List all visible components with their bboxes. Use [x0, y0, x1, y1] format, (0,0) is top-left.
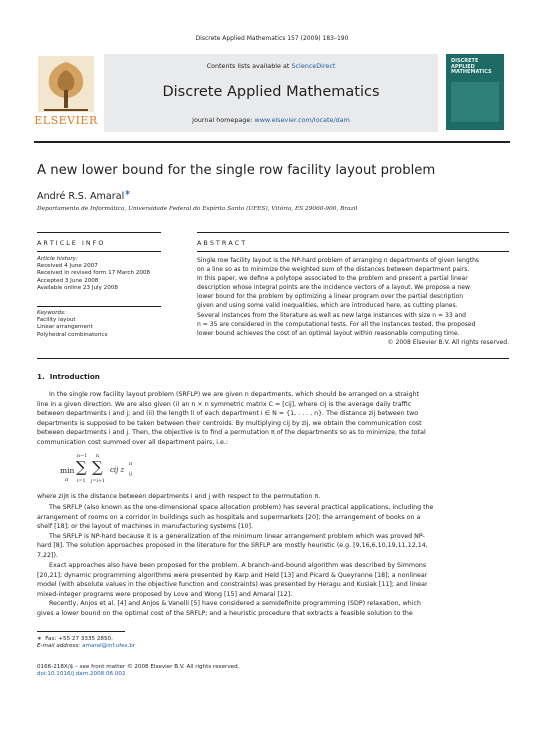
history-label: Article history:: [37, 256, 78, 262]
section-heading-introduction: 1. Introduction: [37, 372, 100, 381]
intro-where-line: where zijπ is the distance between departments i and j with respect to the permutation π.: [37, 493, 321, 500]
formula-sum2-bottom: j=i+1: [91, 479, 106, 484]
keyword-item: Polyhedral combinatorics: [37, 331, 108, 338]
abstract-line: given and using some valid inequalities, which are introduced here, as cutting planes.: [197, 302, 458, 310]
journal-header-box: [104, 54, 438, 132]
intro-line: between departments i and j; and (ii) the length li of each department i ∈ N = {1, . . . , n}. The distance zij between two: [37, 410, 419, 418]
abstract-text: [197, 256, 509, 347]
formula-sum2-top: n: [96, 454, 100, 459]
intro-line: Recently, Anjos et al. [4] and Anjos & Vanelli [5] have considered a semidefinite programming (SDP) relaxation, which: [49, 600, 421, 608]
abstract-top-rule: [197, 232, 509, 233]
intro-line: [20,21]; dynamic programming algorithms were presented by Karp and Held [13] and Picard & Queyranne [18]; a nonlinear: [37, 571, 428, 579]
author-footnote-mark[interactable]: ∗: [124, 188, 131, 197]
formula-sum1-bottom: i=1: [77, 479, 86, 484]
affiliation: Departamento de Informática, Universidade Federal do Espírito Santo (UFES), Vitória, ES 29060-900, Brazil: [37, 206, 358, 212]
email-label: E-mail address:: [37, 643, 83, 650]
issn-line: 0166-218X/$ – see front matter © 2008 Elsevier B.V. All rights reserved.: [37, 664, 240, 670]
intro-line: between departments i and j. Then, the objective is to find a permutation π of the departments so as to minimize, the total: [37, 429, 426, 437]
cover-title-line: DISCRETE: [451, 58, 479, 64]
footnote-rule: [37, 631, 125, 632]
keyword-item: Linear arrangement: [37, 324, 93, 331]
abstract-line: In this paper, we define a polytope associated to the problem and present a partial linear: [197, 275, 468, 283]
abstract-line: on a line so as to minimize the weighted sum of the distances between department pairs.: [197, 266, 470, 274]
cover-title-line: MATHEMATICS: [451, 69, 492, 76]
publication-info: [37, 664, 357, 678]
journal-cover: [446, 54, 504, 130]
intro-line: communication cost summed over all department pairs, i.e.:: [37, 438, 229, 446]
intro-paragraph-2: [37, 503, 509, 560]
formula-term: cij z: [110, 466, 125, 474]
abstract-line: lower bound for the problem by optimizing a linear program over the partial description: [197, 293, 464, 301]
fax-footnote: ∗ Fax: +55 27 3335 2850.: [37, 636, 113, 642]
article-info-top-rule: [37, 232, 161, 233]
header-rule: [34, 141, 510, 143]
intro-line: The SRFLP is NP-hard because it is a generalization of the minimum linear arrangement problem which was proved NP-: [49, 532, 425, 540]
email-footnote: [37, 643, 337, 650]
article-info-heading-rule: [37, 251, 161, 252]
objective-formula: [60, 452, 220, 492]
formula-term-sub: ij: [129, 472, 133, 477]
elsevier-wordmark: ELSEVIER: [34, 114, 98, 127]
intro-line: Exact approaches also have been proposed for the problem. A branch-and-bound algorithm was described by Simmons: [49, 562, 427, 569]
contents-prefix: Contents lists available at: [206, 62, 292, 70]
abstract-line: Single row facility layout is the NP-hard problem of arranging n departments of given lengths: [197, 257, 480, 264]
intro-line: 7,22]).: [37, 551, 58, 559]
intro-line: shelf [18]; or the layout of machines in manufacturing systems [10].: [37, 523, 254, 531]
intro-line: The SRFLP (also known as the one-dimensional space allocation problem) has several practical applications, including the: [49, 504, 434, 511]
formula-min: min: [60, 466, 75, 475]
abstract-heading: A B S T R A C T: [197, 239, 246, 247]
history-rule: [37, 306, 161, 307]
abstract-line: lower bound achieves the cost of an optimal layout within reasonable computing time.: [197, 329, 460, 337]
intro-paragraph-1: [37, 390, 509, 447]
abstract-line: Several instances from the literature as well as new large instances with size n = 33 and: [197, 311, 467, 319]
formula-term-sup: π: [129, 462, 133, 467]
journal-homepage-link[interactable]: www.elsevier.com/locate/dam: [254, 116, 350, 124]
intro-line: model (with absolute values in the objective function and constraints) was presented by Heragu and Kusiak [11]; and linear: [37, 581, 428, 589]
footnotes: [37, 636, 337, 650]
journal-title: Discrete Applied Mathematics: [162, 84, 380, 100]
elsevier-logo: [34, 54, 98, 128]
history-item: Received 4 June 2007: [37, 263, 98, 270]
elsevier-tree-icon: [34, 54, 98, 114]
keywords-block: [37, 310, 167, 339]
keywords-label: Keywords:: [37, 310, 66, 316]
formula-min-sub: π: [65, 477, 69, 483]
doi-link[interactable]: doi:10.1016/j.dam.2008.06.002: [37, 671, 126, 678]
abstract-line: description whose integral points are the incidence vectors of a layout. We propose a new: [197, 284, 470, 292]
formula-sum1: ∑: [76, 458, 87, 476]
keyword-item: Facility layout: [37, 317, 76, 324]
intro-paragraph-3: [37, 561, 509, 618]
intro-line: mixed-integer programs were proposed by Love and Wong [15] and Amaral [12].: [37, 590, 293, 598]
email-link[interactable]: amaral@inf.ufes.br: [82, 643, 136, 650]
abstract-line: n = 35 are considered in the computational tests. For all the instances tested, the proposed: [197, 320, 476, 328]
homepage-prefix: journal homepage:: [192, 116, 255, 124]
formula-sum2: ∑: [92, 458, 103, 476]
cover-decoration: [451, 82, 499, 122]
intro-line: line in a given direction. We are also given (i) an n × n symmetric matrix C = [cij], where cij is the average daily traffic: [37, 400, 412, 408]
article-title: A new lower bound for the single row facility layout problem: [37, 163, 436, 178]
homepage-line: [104, 116, 438, 124]
history-item: Accepted 3 June 2008: [37, 277, 99, 284]
article-history: [37, 256, 167, 292]
author-name: André R.S. Amaral: [37, 191, 125, 203]
history-item: Received in revised form 17 March 2008: [37, 270, 151, 277]
author-line: [37, 188, 131, 202]
cover-title-line: APPLIED: [451, 63, 475, 70]
abstract-heading-rule: [197, 251, 509, 252]
history-item: Available online 23 July 2008: [37, 284, 118, 291]
intro-line: hard [8]. The solution approaches proposed in the literature for the SRFLP are mostly heuristic (e.g. [9,16,6,10,19,11,12,14,: [37, 542, 428, 550]
article-info-heading: A R T I C L E I N F O: [37, 239, 104, 247]
intro-line: gives a lower bound on the optimal cost of the SRFLP; and a heuristic procedure that extracts a feasible solution to the: [37, 609, 413, 617]
sciencedirect-link[interactable]: ScienceDirect: [291, 62, 336, 70]
intro-line: arrangement of rooms on a corridor in buildings such as hospitals and supermarkets [20]; the arrangement of books on a: [37, 513, 421, 521]
contents-line: [104, 62, 438, 70]
formula-sum1-top: n−1: [77, 454, 88, 459]
abstract-copyright: © 2008 Elsevier B.V. All rights reserved.: [387, 338, 509, 346]
intro-line: In the single row facility layout problem (SRFLP) we are given n departments, which should be arranged on a straight: [49, 391, 420, 398]
abstract-bottom-rule: [37, 358, 509, 359]
intro-line: departments is supposed to be taken between their centroids. By multiplying cij by zij, we obtain the communication cost: [37, 419, 422, 427]
journal-reference: Discrete Applied Mathematics 157 (2009) 183–190: [195, 35, 349, 42]
